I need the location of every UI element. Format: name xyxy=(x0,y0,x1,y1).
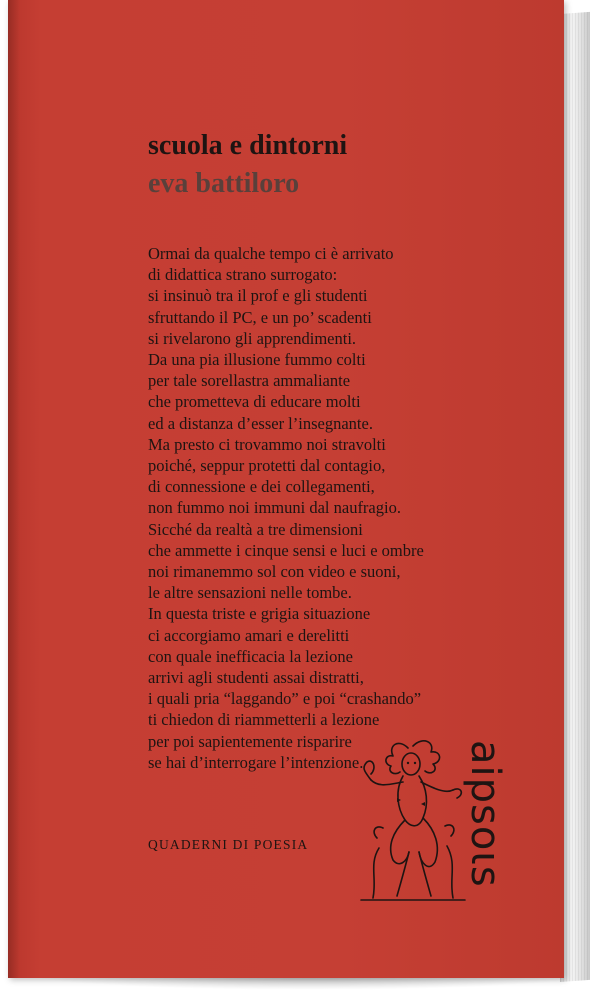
book-title: scuola e dintorni xyxy=(148,130,348,161)
poem-line: Sicché da realtà a tre dimensioni xyxy=(148,519,363,539)
book-page-edges xyxy=(560,12,590,982)
poem-line: si rivelarono gli apprendimenti. xyxy=(148,328,357,348)
poem-line: non fummo noi immuni dal naufragio. xyxy=(148,498,401,518)
poem-line: sfruttando il PC, e un po’ scadenti xyxy=(148,307,372,327)
mythological-figure-emblem-icon xyxy=(353,728,473,903)
poem-line: ed a distanza d’esser l’insegnante. xyxy=(148,413,373,433)
poem-line: con quale inefficacia la lezione xyxy=(148,646,353,666)
publisher-logo: aipsoιs xyxy=(462,740,508,888)
series-name: QUADERNI DI POESIA xyxy=(148,837,309,852)
poem-line: In questa triste e grigia situazione xyxy=(148,604,371,624)
poem-line: le altre sensazioni nelle tombe. xyxy=(148,583,352,603)
poem-line: ti chiedon di riammetterli a lezione xyxy=(148,710,380,730)
poem-line: Da una pia illusione fummo colti xyxy=(148,350,366,370)
book-cover xyxy=(8,0,564,978)
poem-text xyxy=(148,243,478,773)
poem-line: noi rimanemmo sol con video e suoni, xyxy=(148,562,401,582)
poem-line: Ma presto ci trovammo noi stravolti xyxy=(148,434,386,454)
page-edge-lines xyxy=(560,12,590,982)
poem-line: che prometteva di educare molti xyxy=(148,392,361,412)
poem-line: di connessione e dei collegamenti, xyxy=(148,477,375,497)
poem-line: poiché, seppur protetti dal contagio, xyxy=(148,456,386,476)
poem-line: arrivi agli studenti assai distratti, xyxy=(148,668,364,688)
poem-line: Ormai da qualche tempo ci è arrivato xyxy=(148,244,394,263)
poem-line: si insinuò tra il prof e gli studenti xyxy=(148,286,368,306)
poem-line: per poi sapientemente risparire xyxy=(148,731,352,751)
spine-hinge xyxy=(8,0,20,978)
poem-line: se hai d’interrogare l’intenzione. xyxy=(148,752,364,772)
poem-line: di didattica strano surrogato: xyxy=(148,265,338,285)
poem-line: i quali pria “laggando” e poi “crashando” xyxy=(148,689,422,709)
poem-line: ci accorgiamo amari e derelitti xyxy=(148,625,350,645)
book-author: eva battiloro xyxy=(148,168,300,199)
poem-line: per tale sorellastra ammaliante xyxy=(148,371,351,391)
poem-line: che ammette i cinque sensi e luci e ombre xyxy=(148,540,424,560)
